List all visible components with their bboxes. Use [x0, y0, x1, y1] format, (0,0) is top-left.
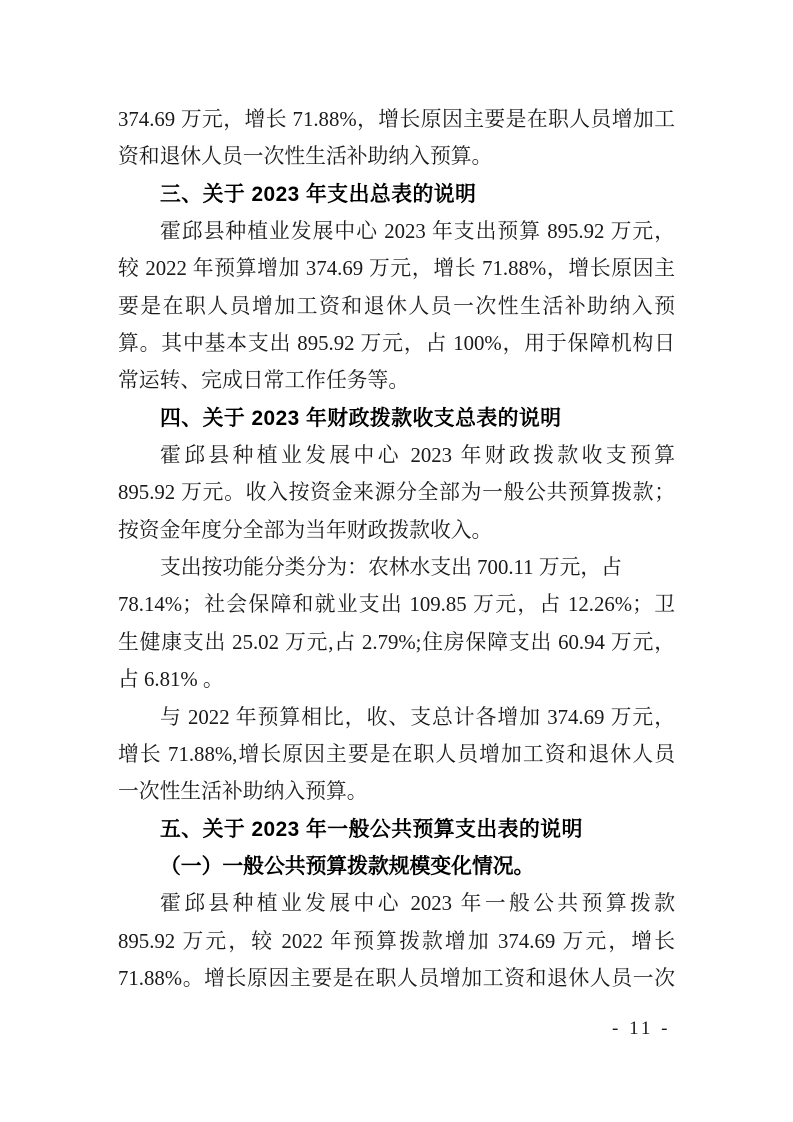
text-line: 按资金年度分全部为当年财政拨款收入。 [118, 518, 493, 542]
document-body [118, 101, 675, 997]
text-line: 374.69 万元，增长 71.88%，增长原因主要是在职人员增加工 [118, 108, 675, 131]
text-line: 霍邱县种植业发展中心 2023 年支出预算 895.92 万元， [160, 220, 675, 244]
section-heading: 四、关于 2023 年财政拨款收支总表的说明 [160, 406, 562, 430]
text-line: 895.92 万元。收入按资金来源分全部为一般公共预算拨款； [118, 481, 675, 505]
text-line: 资和退休人员一次性生活补助纳入预算。 [118, 145, 493, 169]
text-line: 895.92 万元，较 2022 年预算拨款增加 374.69 万元，增长 [118, 929, 675, 953]
text-line: 支出按功能分类分为：农林水支出 700.11 万元，占 [160, 556, 622, 580]
text-line: 霍邱县种植业发展中心 2023 年一般公共预算拨款 [160, 892, 675, 916]
section-heading: 五、关于 2023 年一般公共预算支出表的说明 [160, 817, 583, 841]
section-heading: 三、关于 2023 年支出总表的说明 [160, 182, 477, 206]
text-line: 常运转、完成日常工作任务等。 [118, 369, 410, 393]
text-line: 生健康支出 25.02 万元,占 2.79%;住房保障支出 60.94 万元， [118, 630, 675, 654]
text-line: 算。其中基本支出 895.92 万元，占 100%，用于保障机构日 [118, 332, 675, 356]
text-line: 一次性生活补助纳入预算。 [118, 780, 368, 804]
text-line: 78.14%；社会保障和就业支出 109.85 万元，占 12.26%；卫 [118, 593, 675, 617]
text-line: 与 2022 年预算相比，收、支总计各增加 374.69 万元， [160, 705, 675, 729]
text-line: 霍邱县种植业发展中心 2023 年财政拨款收支预算 [160, 444, 675, 468]
text-line: 增长 71.88%,增长原因主要是在职人员增加工资和退休人员 [118, 742, 675, 766]
text-line: 较 2022 年预算增加 374.69 万元，增长 71.88%，增长原因主 [118, 257, 675, 281]
text-line: 要是在职人员增加工资和退休人员一次性生活补助纳入预 [118, 294, 675, 318]
text-line: 71.88%。增长原因主要是在职人员增加工资和退休人员一次 [118, 966, 675, 990]
subsection-heading: （一）一般公共预算拨款规模变化情况。 [160, 854, 535, 878]
text-line: 占 6.81% 。 [118, 668, 224, 692]
page-number: - 11 - [612, 1018, 671, 1039]
